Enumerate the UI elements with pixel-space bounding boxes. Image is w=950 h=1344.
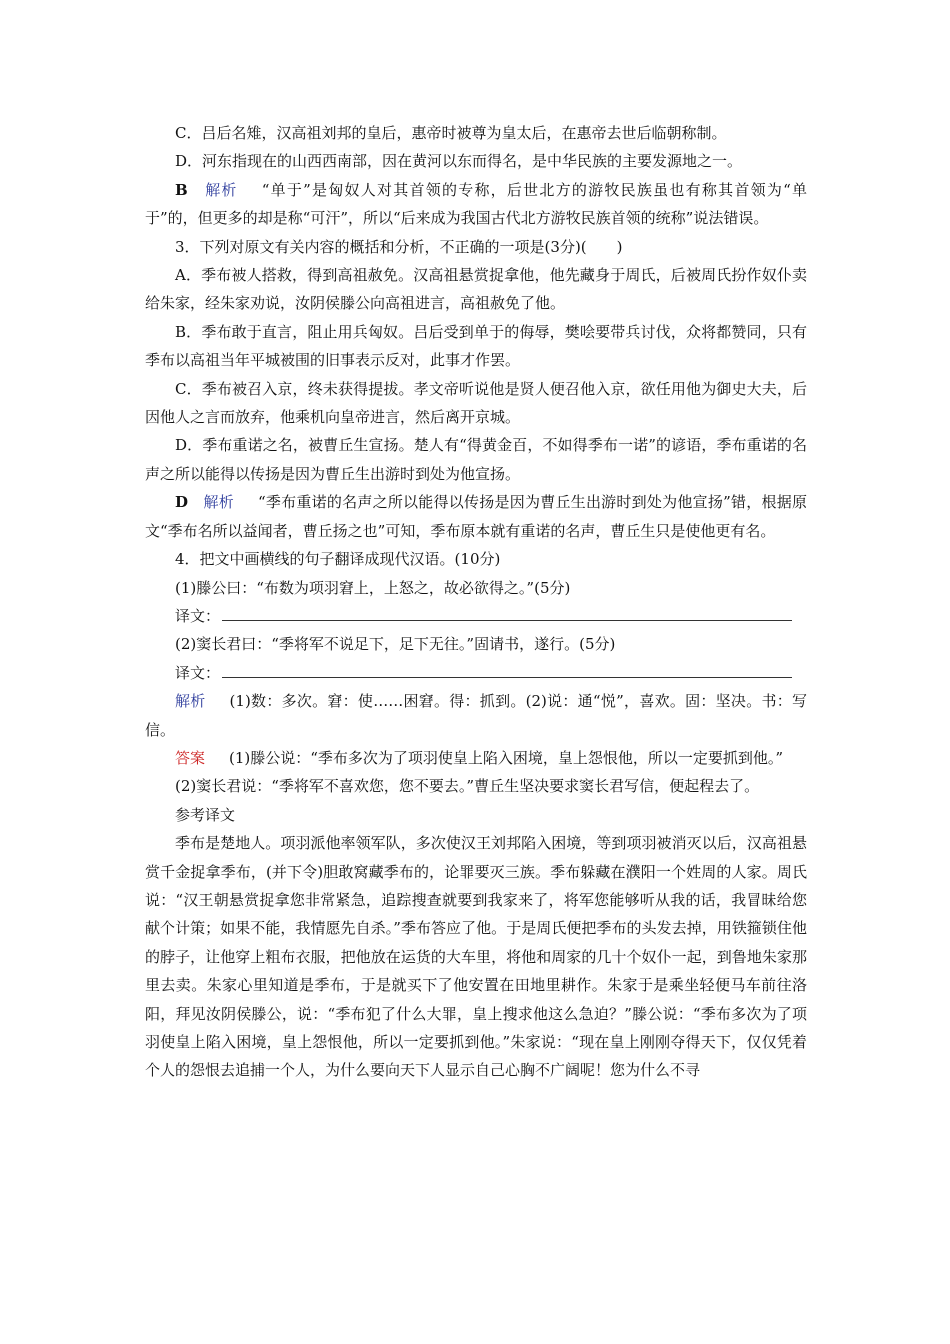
translation-label-2: 译文：: [175, 663, 221, 682]
q4-answer-1-text: (1)滕公说：“季布多次为了项羽使皇上陷入困境，皇上怨恨他，所以一定要抓到他。”: [229, 748, 784, 767]
q4-translation-row-2: [145, 659, 807, 687]
q2-analysis: [145, 176, 807, 233]
q4-analysis-label: 解析: [175, 692, 206, 711]
q3-analysis-label: 解析: [203, 493, 234, 512]
q4-item-2: (2)窦长君曰：“季将军不说足下，足下无往。”固请书，遂行。(5分): [175, 635, 616, 654]
reference-paragraph: 季布是楚地人。项羽派他率领军队，多次使汉王刘邦陷入困境，等到项羽被消灭以后，汉高祖悬赏千金捉拿季布，(并下令)胆敢窝藏季布的，论罪要灭三族。季布躲藏在濮阳一个姓周的人家。周氏说：“汉王朝悬赏捉拿您非常紧急，追踪搜查就要到我家来了，将军您能够听从我的话，我冒昧给您献个计策；如果不能，我情愿先自杀。”季布答应了他。于是周氏便把季布的头发去掉，用铁箍锁住他的脖子，让他穿上粗布衣服，把他放在运货的大车里，将他和周家的几十个奴仆一起，到鲁地朱家那里去卖。朱家心里知道是季布，于是就买下了他安置在田地里耕作。朱家于是乘坐轻便马车前往洛阳，拜见汝阴侯滕公，说：“季布犯了什么大罪，皇上搜求他这么急迫？”滕公说：“季布多次为了项羽使皇上陷入困境，皇上怨恨他，所以一定要抓到他。”朱家说：“现在皇上刚刚夺得天下，仅仅凭着个人的怨恨去追捕一个人，为什么要向天下人显示自己心胸不广阔呢！您为什么不寻: [145, 834, 807, 1080]
q2-analysis-label: 解析: [205, 180, 238, 199]
q4-item-1: (1)滕公曰：“布数为项羽窘上，上怒之，故必欲得之。”(5分): [175, 578, 571, 597]
q4-answer-label: 答案: [175, 748, 206, 767]
translation-blank-2[interactable]: [222, 659, 792, 678]
q4-stem: 4．把文中画横线的句子翻译成现代汉语。(10分): [175, 550, 501, 569]
q4-analysis-text: (1)数：多次。窘：使……困窘。得：抓到。(2)说：通“悦”，喜欢。固：坚决。书：写信。: [145, 692, 807, 739]
q3-option-d: D．季布重诺之名，被曹丘生宣扬。楚人有“得黄金百，不如得季布一诺”的谚语，季布重诺的名声之所以能得以传扬是因为曹丘生出游时到处为他宣扬。: [145, 436, 807, 483]
q3-analysis-text: “季布重诺的名声之所以能得以传扬是因为曹丘生出游时到处为他宣扬”错，根据原文“季布名所以益闻者，曹丘扬之也”可知，季布原本就有重诺的名声，曹丘生只是使他更有名。: [145, 493, 807, 540]
q3-answer-key: D: [175, 493, 189, 512]
q2-analysis-text: “单于”是匈奴人对其首领的专称，后世北方的游牧民族虽也有称其首领为“单于”的，但更多的却是称“可汗”，所以“后来成为我国古代北方游牧民族首领的统称”说法错误。: [145, 180, 807, 228]
q4-analysis: [145, 687, 807, 744]
q2-option-c: C．吕后名雉，汉高祖刘邦的皇后，惠帝时被尊为皇太后，在惠帝去世后临朝称制。: [175, 124, 727, 142]
q4-translation-row-1: [145, 602, 807, 630]
q4-answer-2: (2)窦长君说：“季将军不喜欢您，您不要去。”曹丘生坚决要求窦长君写信，便起程去了。: [175, 777, 760, 796]
document-body: [145, 119, 807, 1085]
reference-heading: 参考译文: [175, 805, 236, 824]
q3-stem: 3．下列对原文有关内容的概括和分析，不正确的一项是(3分)( ): [175, 237, 623, 256]
q2-answer-key: B: [175, 180, 188, 199]
translation-label-1: 译文：: [175, 606, 221, 625]
translation-blank-1[interactable]: [222, 602, 792, 621]
q4-answer-1: [145, 744, 807, 772]
q3-option-c: C．季布被召入京，终未获得提拔。孝文帝听说他是贤人便召他入京，欲任用他为御史大夫，后因他人之言而放弃，他乘机向皇帝进言，然后离开京城。: [145, 379, 807, 427]
q3-analysis: [145, 488, 807, 545]
q3-option-b: B．季布敢于直言，阻止用兵匈奴。吕后受到单于的侮辱，樊哙要带兵讨伐，众将都赞同，只有季布以高祖当年平城被围的旧事表示反对，此事才作罢。: [145, 322, 807, 370]
q3-option-a: A．季布被人搭救，得到高祖赦免。汉高祖悬赏捉拿他，他先藏身于周氏，后被周氏扮作奴仆卖给朱家，经朱家劝说，汝阴侯滕公向高祖进言，高祖赦免了他。: [145, 266, 807, 313]
q2-option-d: D．河东指现在的山西西南部，因在黄河以东而得名，是中华民族的主要发源地之一。: [175, 152, 743, 171]
